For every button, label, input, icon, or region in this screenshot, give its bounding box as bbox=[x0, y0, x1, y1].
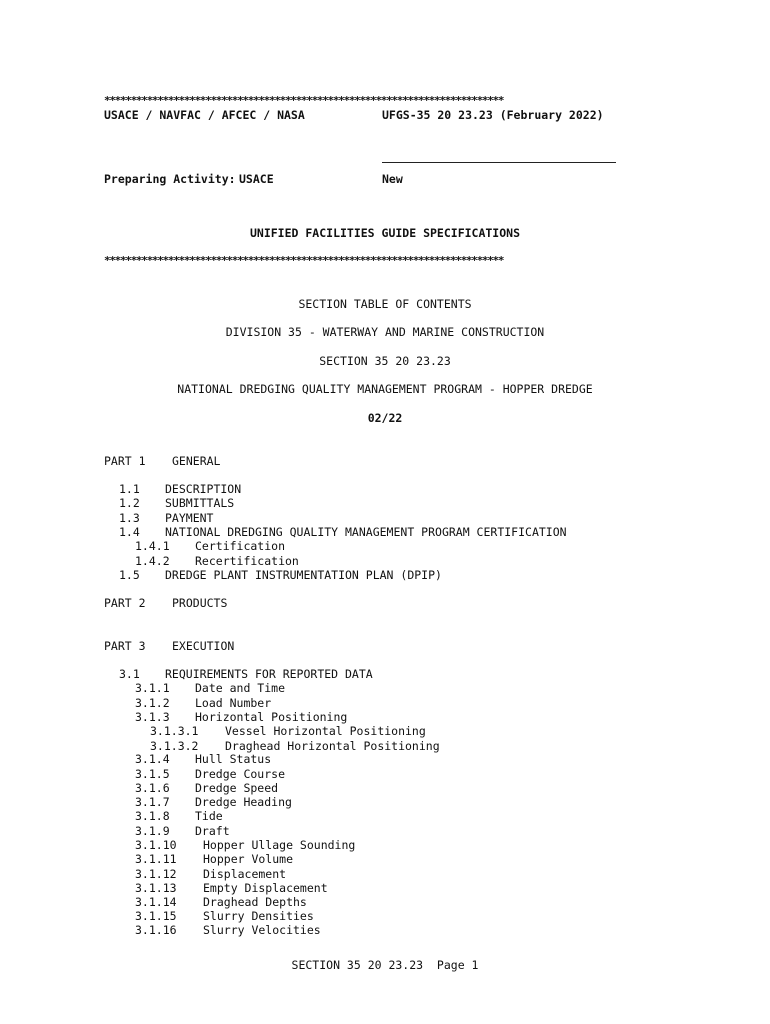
page-footer: SECTION 35 20 23.23 Page 1 bbox=[291, 958, 479, 972]
toc-entry: SUBMITTALS bbox=[165, 496, 235, 510]
part-number: PART 3 bbox=[104, 639, 146, 653]
toc-entry: Hopper Ullage Sounding bbox=[203, 838, 356, 852]
toc-entry: DESCRIPTION bbox=[165, 482, 242, 496]
toc-entry: Vessel Horizontal Positioning bbox=[225, 724, 426, 738]
toc-entry: Tide bbox=[195, 809, 223, 823]
toc-entry: Certification bbox=[195, 539, 286, 553]
toc-num: 3.1.14 bbox=[135, 895, 177, 909]
toc-entry: Dredge Heading bbox=[195, 795, 292, 809]
toc-num: 1.5 bbox=[119, 568, 140, 582]
toc-entry: Hopper Volume bbox=[203, 852, 294, 866]
toc-num: 1.3 bbox=[119, 511, 140, 525]
part-title: PRODUCTS bbox=[172, 596, 228, 610]
part-number: PART 1 bbox=[104, 454, 146, 468]
toc-num: 3.1.3.1 bbox=[150, 724, 199, 738]
toc-entry: DREDGE PLANT INSTRUMENTATION PLAN (DPIP) bbox=[165, 568, 442, 582]
toc-num: 3.1.2 bbox=[135, 696, 170, 710]
toc-num: 3.1.10 bbox=[135, 838, 177, 852]
section-date: 02/22 bbox=[367, 411, 403, 425]
part-title: EXECUTION bbox=[172, 639, 235, 653]
division-heading: DIVISION 35 - WATERWAY AND MARINE CONSTRUCTION bbox=[225, 325, 545, 339]
ufgs-designation: UFGS-35 20 23.23 (February 2022) bbox=[382, 108, 604, 122]
toc-entry: Draghead Depths bbox=[203, 895, 307, 909]
toc-entry: Hull Status bbox=[195, 752, 272, 766]
toc-entry: NATIONAL DREDGING QUALITY MANAGEMENT PROGRAM CERTIFICATION bbox=[165, 525, 567, 539]
toc-entry: Empty Displacement bbox=[203, 881, 328, 895]
preparing-activity-label: Preparing Activity: bbox=[104, 172, 236, 186]
section-number: SECTION 35 20 23.23 bbox=[319, 354, 451, 368]
toc-entry: Slurry Velocities bbox=[203, 923, 321, 937]
star-divider-top: *************************************************************************** bbox=[104, 94, 504, 107]
toc-entry: Date and Time bbox=[195, 681, 286, 695]
section-name: NATIONAL DREDGING QUALITY MANAGEMENT PROGRAM - HOPPER DREDGE bbox=[177, 382, 593, 396]
toc-heading: SECTION TABLE OF CONTENTS bbox=[298, 297, 472, 311]
agencies: USACE / NAVFAC / AFCEC / NASA bbox=[104, 108, 305, 122]
toc-num: 3.1.15 bbox=[135, 909, 177, 923]
toc-num: 3.1.5 bbox=[135, 767, 170, 781]
toc-num: 3.1.3 bbox=[135, 710, 170, 724]
status-new: New bbox=[382, 172, 403, 186]
toc-num: 1.4 bbox=[119, 525, 140, 539]
toc-entry: Draghead Horizontal Positioning bbox=[225, 739, 440, 753]
toc-num: 1.4.2 bbox=[135, 554, 170, 568]
toc-num: 1.4.1 bbox=[135, 539, 170, 553]
toc-entry: Displacement bbox=[203, 867, 287, 881]
toc-num: 3.1.11 bbox=[135, 852, 177, 866]
toc-num: 3.1.3.2 bbox=[150, 739, 199, 753]
toc-num: 3.1 bbox=[119, 667, 140, 681]
toc-num: 3.1.7 bbox=[135, 795, 170, 809]
preparing-activity-value: USACE bbox=[239, 172, 274, 186]
toc-num: 3.1.12 bbox=[135, 867, 177, 881]
toc-num: 3.1.1 bbox=[135, 681, 170, 695]
toc-num: 1.2 bbox=[119, 496, 140, 510]
toc-entry: Recertification bbox=[195, 554, 299, 568]
status-rule bbox=[382, 162, 616, 163]
toc-num: 3.1.4 bbox=[135, 752, 170, 766]
doc-title: UNIFIED FACILITIES GUIDE SPECIFICATIONS bbox=[249, 226, 521, 240]
toc-num: 3.1.13 bbox=[135, 881, 177, 895]
toc-entry: Dredge Course bbox=[195, 767, 286, 781]
toc-entry: Dredge Speed bbox=[195, 781, 279, 795]
part-number: PART 2 bbox=[104, 596, 146, 610]
toc-num: 3.1.6 bbox=[135, 781, 170, 795]
star-divider-bottom: *************************************************************************** bbox=[104, 254, 504, 267]
toc-num: 3.1.8 bbox=[135, 809, 170, 823]
toc-entry: Horizontal Positioning bbox=[195, 710, 348, 724]
toc-entry: Load Number bbox=[195, 696, 272, 710]
toc-entry: PAYMENT bbox=[165, 511, 214, 525]
toc-entry: Draft bbox=[195, 824, 230, 838]
toc-num: 3.1.9 bbox=[135, 824, 170, 838]
toc-entry: REQUIREMENTS FOR REPORTED DATA bbox=[165, 667, 373, 681]
toc-num: 3.1.16 bbox=[135, 923, 177, 937]
toc-num: 1.1 bbox=[119, 482, 140, 496]
part-title: GENERAL bbox=[172, 454, 221, 468]
toc-entry: Slurry Densities bbox=[203, 909, 314, 923]
